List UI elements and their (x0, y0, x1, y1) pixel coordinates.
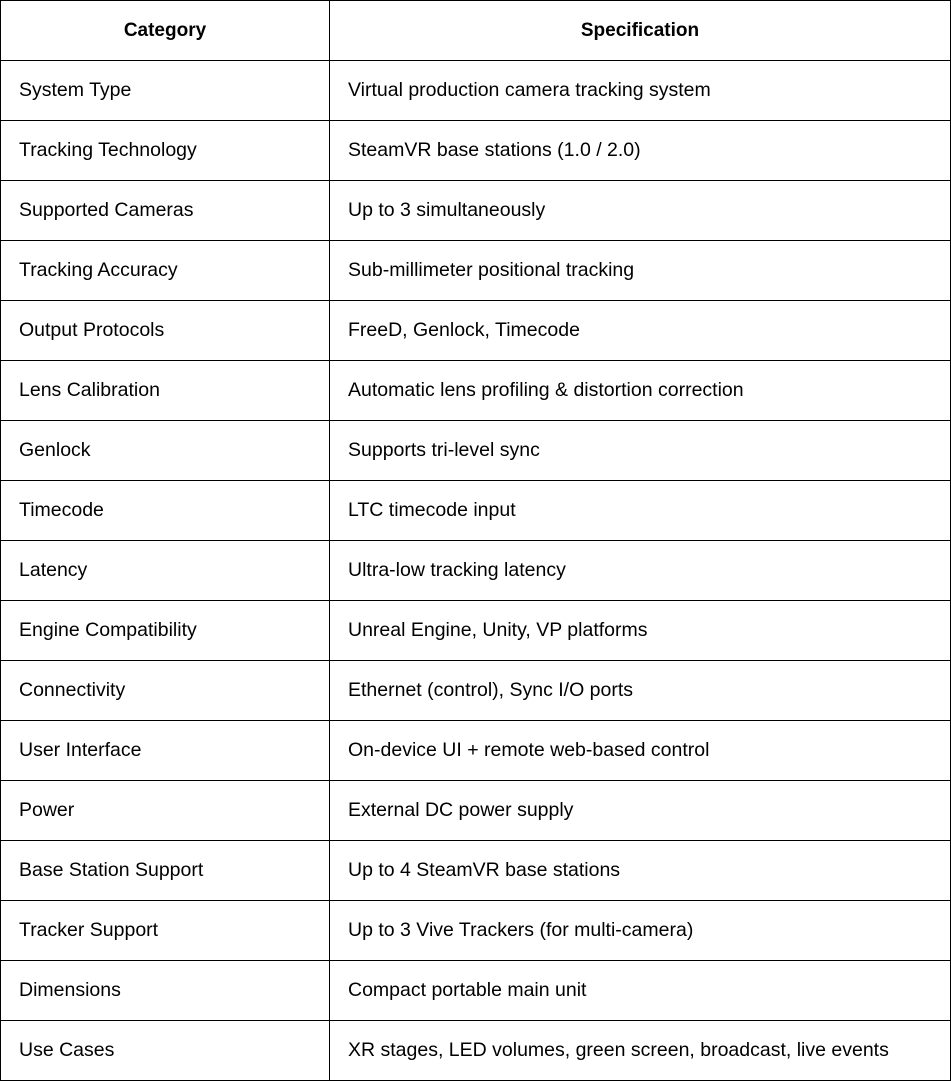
specification-cell: Automatic lens profiling & distortion correction (330, 361, 951, 421)
table-row (1, 121, 951, 181)
specification-cell: External DC power supply (330, 781, 951, 841)
table-header-row (1, 1, 951, 61)
category-cell: Tracking Accuracy (1, 241, 330, 301)
table-row (1, 781, 951, 841)
table-row (1, 1021, 951, 1081)
specification-cell: Unreal Engine, Unity, VP platforms (330, 601, 951, 661)
specification-cell: Up to 4 SteamVR base stations (330, 841, 951, 901)
table-row (1, 541, 951, 601)
specification-cell: Up to 3 simultaneously (330, 181, 951, 241)
category-cell: Supported Cameras (1, 181, 330, 241)
table-body (1, 61, 951, 1081)
category-cell: Dimensions (1, 961, 330, 1021)
category-cell: Use Cases (1, 1021, 330, 1081)
category-cell: Output Protocols (1, 301, 330, 361)
specification-cell: LTC timecode input (330, 481, 951, 541)
specification-cell: FreeD, Genlock, Timecode (330, 301, 951, 361)
category-cell: Lens Calibration (1, 361, 330, 421)
specification-cell: SteamVR base stations (1.0 / 2.0) (330, 121, 951, 181)
table-row (1, 61, 951, 121)
table-row (1, 901, 951, 961)
table-row (1, 601, 951, 661)
table-row (1, 421, 951, 481)
category-cell: Genlock (1, 421, 330, 481)
specification-cell: On-device UI + remote web-based control (330, 721, 951, 781)
header-category: Category (1, 1, 330, 61)
header-specification: Specification (330, 1, 951, 61)
table-row (1, 361, 951, 421)
category-cell: Power (1, 781, 330, 841)
category-cell: Engine Compatibility (1, 601, 330, 661)
table-row (1, 841, 951, 901)
specification-cell: Virtual production camera tracking system (330, 61, 951, 121)
category-cell: Tracking Technology (1, 121, 330, 181)
category-cell: Connectivity (1, 661, 330, 721)
specification-cell: Supports tri-level sync (330, 421, 951, 481)
category-cell: Tracker Support (1, 901, 330, 961)
category-cell: Timecode (1, 481, 330, 541)
specification-cell: Ethernet (control), Sync I/O ports (330, 661, 951, 721)
category-cell: User Interface (1, 721, 330, 781)
category-cell: System Type (1, 61, 330, 121)
table-row (1, 961, 951, 1021)
specification-cell: Ultra-low tracking latency (330, 541, 951, 601)
specification-cell: Sub-millimeter positional tracking (330, 241, 951, 301)
table-row (1, 481, 951, 541)
table-row (1, 181, 951, 241)
specification-cell: Compact portable main unit (330, 961, 951, 1021)
table-row (1, 661, 951, 721)
table-row (1, 241, 951, 301)
specification-cell: XR stages, LED volumes, green screen, broadcast, live events (330, 1021, 951, 1081)
specification-cell: Up to 3 Vive Trackers (for multi-camera) (330, 901, 951, 961)
table-row (1, 721, 951, 781)
table-row (1, 301, 951, 361)
category-cell: Base Station Support (1, 841, 330, 901)
category-cell: Latency (1, 541, 330, 601)
